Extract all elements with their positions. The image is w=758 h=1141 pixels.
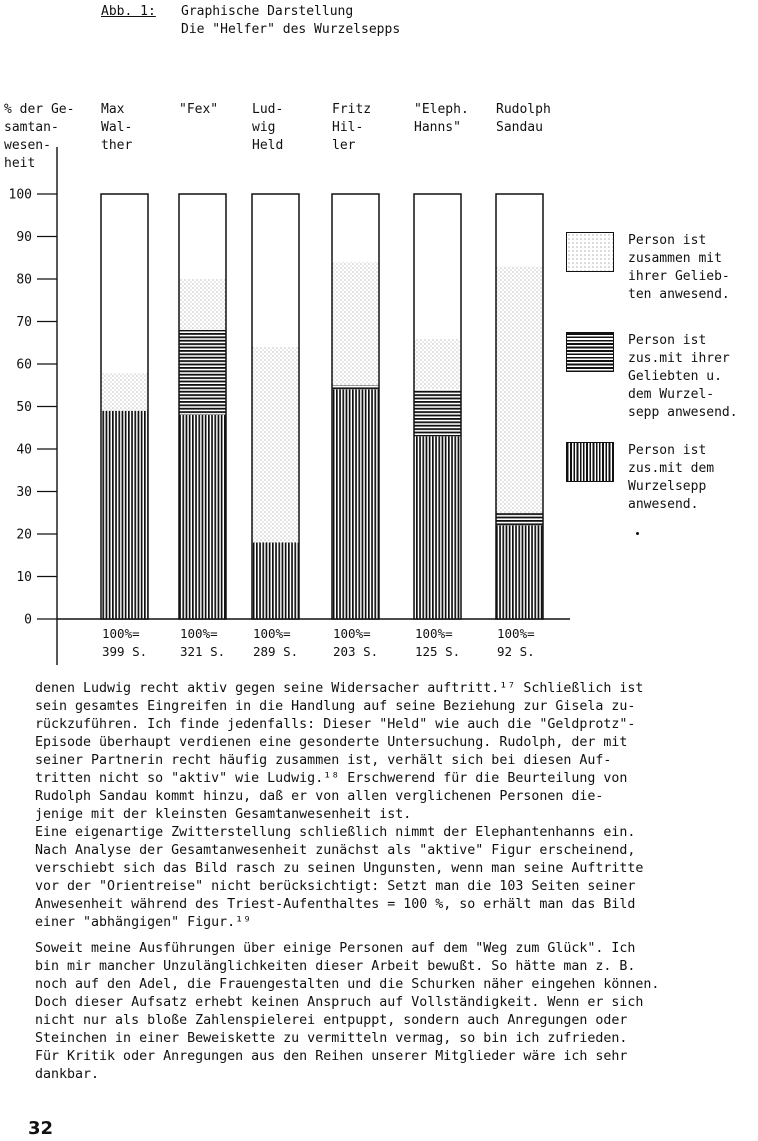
y-tick-label: 0 <box>24 612 32 628</box>
figure-caption-subtitle: Die "Helfer" des Wurzelsepps <box>181 22 401 37</box>
category-label: Fritz <box>332 102 372 117</box>
category-total-label: 321 S. <box>180 644 226 659</box>
category-total-label: 100%= <box>180 626 218 641</box>
bar-segment-dots <box>414 339 461 390</box>
category-total-label: 100%= <box>333 626 371 641</box>
bar-segment-horizontal <box>496 513 543 526</box>
category-total-label: 399 S. <box>102 644 148 659</box>
y-tick-label: 40 <box>16 442 32 458</box>
bar-segment-dots <box>179 279 226 330</box>
category-label: Rudolph <box>496 102 551 117</box>
y-axis-label-line: % der Ge- <box>4 102 75 117</box>
category-label: Hil- <box>332 120 364 135</box>
bar-segment-vertical <box>332 390 379 620</box>
y-tick-label: 10 <box>16 570 32 585</box>
paragraph-1: denen Ludwig recht aktiv gegen seine Widersacher auftritt.¹⁷ Schließlich ist sein gesamtes Eingreifen in die Handlung auf seine Beziehung zur Gisela zu- rückzuführen. Ich finde jedenfalls: Dieser "Held" wie auch die "Geldprotz"- Episode überhaupt verdienen eine gesonderte Untersuchung. Rudolph, der mit seiner Partnerin recht häufig zusammen ist, verhält sich bei diesen Auf- tritten nicht so "aktiv" wie Ludwig.¹⁸ Erschwerend für die Beurteilung von Rudolph Sandau kommt hinzu, daß er von allen verglichenen Personen die- jenige mit der kleinsten Gesamtanwesenheit ist. Eine eigenartige Zwitterstellung schließlich nimmt der Elephantenhanns ein. Nach Analyse der Gesamtanwesenheit zunächst als "aktive" Figur erscheinend, verschiebt sich das Bild rasch zu seinen Ungunsten, wenn man seine Auftritte vor der "Orientreise" nicht berücksichtigt: Setzt man die 103 Seiten seiner Anwesenheit während des Triest-Aufenthaltes = 100 %, so erhält man das Bild einer "abhängigen" Figur.¹⁹ <box>35 681 644 930</box>
y-tick-label: 70 <box>16 315 32 330</box>
category-total-label: 125 S. <box>415 644 461 659</box>
page-number: 32 <box>28 1118 54 1139</box>
category-label: ther <box>101 138 133 153</box>
bar-segment-horizontal <box>332 385 379 389</box>
category-label: Max <box>101 102 125 117</box>
category-label: ler <box>332 138 356 153</box>
y-tick-label: 30 <box>16 485 32 500</box>
bar-segment-vertical <box>414 436 461 619</box>
bar-segment-vertical <box>179 415 226 619</box>
legend-swatch-horizontal <box>566 332 614 372</box>
body-text <box>35 680 750 1084</box>
bar-segment-horizontal <box>179 330 226 415</box>
stray-mark <box>636 532 639 535</box>
legend-swatch-dots <box>566 232 614 272</box>
category-label: "Fex" <box>179 102 219 117</box>
y-tick-label: 60 <box>16 357 32 373</box>
bar-segment-dots <box>332 262 379 385</box>
category-total-label: 289 S. <box>253 644 299 659</box>
category-total-label: 100%= <box>253 626 291 641</box>
y-tick-label: 20 <box>16 527 32 543</box>
bar-segment-vertical <box>496 526 543 620</box>
category-label: Wal- <box>101 120 133 135</box>
category-label: Hanns" <box>414 120 461 135</box>
legend-label: Person ist zusammen mit ihrer Gelieb- ten anwesend. <box>628 233 730 302</box>
bar-segment-vertical <box>101 411 148 619</box>
y-axis-label-line: wesen- <box>4 138 51 153</box>
category-total-label: 203 S. <box>333 644 379 659</box>
y-tick-label: 90 <box>16 230 32 245</box>
category-label: Lud- <box>252 102 284 117</box>
category-label: Held <box>252 138 284 153</box>
figure-caption-label: Abb. 1: <box>101 4 156 19</box>
category-total-label: 92 S. <box>497 644 535 659</box>
legend-swatch-vertical <box>566 442 614 482</box>
category-total-label: 100%= <box>415 626 453 641</box>
category-label: "Eleph. <box>414 102 469 117</box>
y-tick-label: 80 <box>16 272 32 288</box>
legend-label: Person ist zus.mit ihrer Geliebten u. dem Wurzel- sepp anwesend. <box>628 333 738 420</box>
bar-segment-horizontal <box>414 390 461 437</box>
bar-segment-dots <box>496 266 543 513</box>
category-total-label: 100%= <box>497 626 535 641</box>
bar-segment-dots <box>252 347 299 543</box>
y-tick-label: 50 <box>16 400 32 415</box>
y-axis-label-line: heit <box>4 156 36 171</box>
bar-segment-dots <box>101 373 148 411</box>
figure-caption-title: Graphische Darstellung <box>181 4 354 19</box>
y-tick-label: 100 <box>8 187 32 203</box>
paragraph-2: Soweit meine Ausführungen über einige Personen auf dem "Weg zum Glück". Ich bin mir mancher Unzulänglichkeiten dieser Arbeit bewußt. So hätte man z. B. noch auf den Adel, die Frauengestalten und die Schurken näher eingehen können. Doch dieser Aufsatz erhebt keinen Anspruch auf Vollständigkeit. Wenn er sich nicht nur als bloße Zahlenspielerei entpuppt, sondern auch Anregungen oder Steinchen in einer Beweiskette zu vermitteln vermag, so bin ich zufrieden. Für Kritik oder Anregungen aus den Reihen unserer Mitglieder wäre ich sehr dankbar. <box>35 941 660 1082</box>
category-total-label: 100%= <box>102 626 140 641</box>
category-label: Sandau <box>496 120 543 135</box>
category-label: wig <box>252 120 276 135</box>
legend-label: Person ist zus.mit dem Wurzelsepp anwesend. <box>628 443 715 512</box>
bar-segment-vertical <box>252 543 299 620</box>
y-axis-label-line: samtan- <box>4 120 59 135</box>
